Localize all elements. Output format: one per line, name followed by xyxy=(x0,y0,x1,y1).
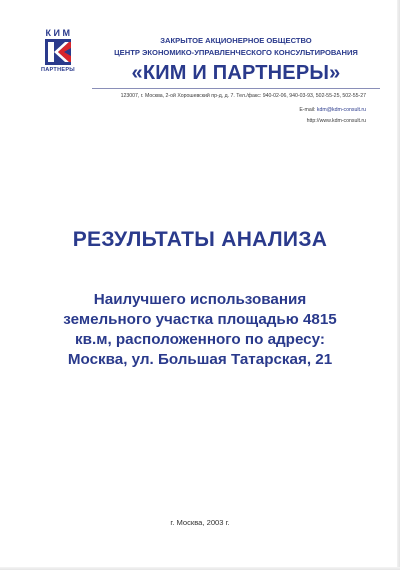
logo-k-mark-icon xyxy=(45,39,71,65)
org-center-line: ЦЕНТР ЭКОНОМИКО-УПРАВЛЕНЧЕСКОГО КОНСУЛЬТИРОВАНИЯ xyxy=(114,48,358,57)
place-and-year: г. Москва, 2003 г. xyxy=(170,518,230,527)
email-link[interactable]: kdm@kdm-consult.ru xyxy=(316,107,366,113)
contact-email xyxy=(299,107,366,113)
logo-bottom-text: ПАРТНЕРЫ xyxy=(41,67,75,73)
website-link[interactable]: http://www.kdm-consult.ru xyxy=(306,118,366,124)
contact-address: 123007, г. Москва, 2-ой Хорошевский пр-д, д. 7. Тел./факс: 940-02-06, 940-03-93, 502-55-25, 502-55-27 xyxy=(120,93,366,99)
company-logo xyxy=(38,28,78,74)
subtitle-line: Наилучшего использования xyxy=(93,291,307,308)
email-label: E-mail: xyxy=(299,107,316,113)
header-divider xyxy=(92,88,380,89)
document-subtitle xyxy=(0,290,400,370)
org-type-line: ЗАКРЫТОЕ АКЦИОНЕРНОЕ ОБЩЕСТВО xyxy=(160,36,312,45)
subtitle-line: Москва, ул. Большая Татарская, 21 xyxy=(67,351,333,368)
subtitle-line: земельного участка площадью 4815 xyxy=(63,311,337,328)
logo-top-text: КИМ xyxy=(45,28,73,38)
brand-name: «КИМ И ПАРТНЕРЫ» xyxy=(131,62,341,84)
subtitle-line: кв.м, расположенного по адресу: xyxy=(75,331,325,348)
document-title: РЕЗУЛЬТАТЫ АНАЛИЗА xyxy=(72,228,328,251)
